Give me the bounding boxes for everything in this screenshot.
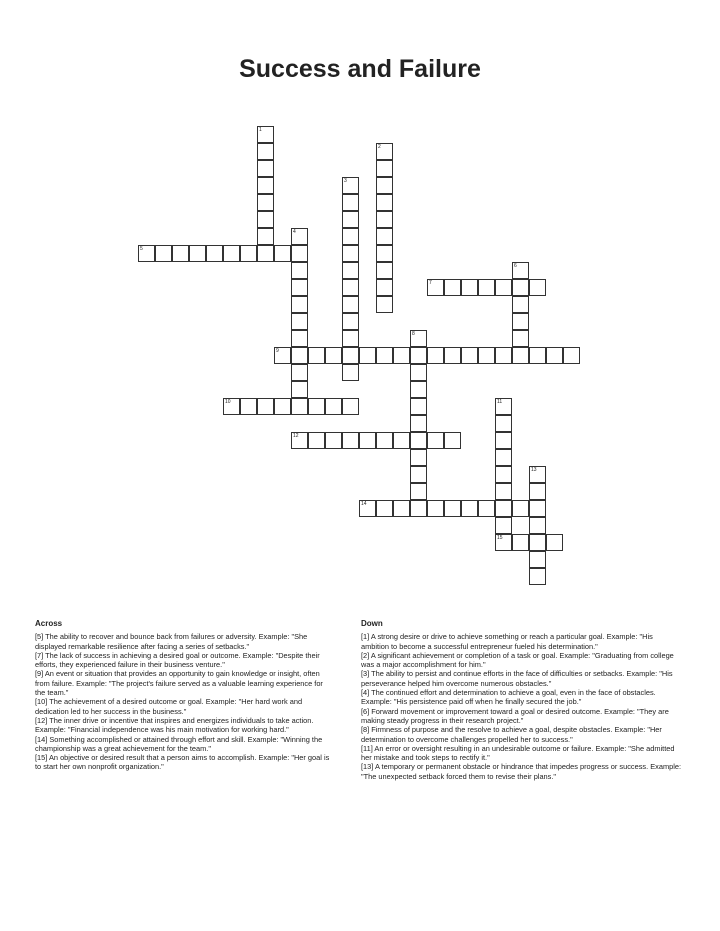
cell-number: 5: [140, 246, 143, 252]
grid-cell[interactable]: [138, 245, 155, 262]
grid-cell[interactable]: [376, 262, 393, 279]
grid-cell[interactable]: [291, 228, 308, 245]
grid-cell[interactable]: [376, 194, 393, 211]
grid-cell[interactable]: [342, 432, 359, 449]
across-clue: [35, 735, 335, 754]
cell-number: 12: [293, 433, 299, 439]
down-clue: [361, 762, 681, 781]
puzzle-title: Success and Failure: [239, 55, 481, 83]
grid-cell[interactable]: [291, 245, 308, 262]
clue-text: Something accomplished or attained through effort and skill. Example: "Winning the championship was a great achievement for the team.": [35, 734, 323, 753]
grid-cell[interactable]: [393, 347, 410, 364]
grid-cell[interactable]: [512, 313, 529, 330]
grid-cell[interactable]: [359, 347, 376, 364]
down-clue: [361, 669, 681, 688]
grid-cell[interactable]: [512, 534, 529, 551]
grid-cell[interactable]: [478, 279, 495, 296]
grid-cell[interactable]: [308, 398, 325, 415]
grid-cell[interactable]: [376, 432, 393, 449]
grid-cell[interactable]: [427, 279, 444, 296]
grid-cell[interactable]: [257, 160, 274, 177]
grid-cell[interactable]: [512, 330, 529, 347]
grid-cell[interactable]: [376, 177, 393, 194]
down-clue: [361, 651, 681, 670]
grid-cell[interactable]: [291, 313, 308, 330]
clue-number: [11]: [361, 743, 373, 753]
clue-text: An objective or desired result that a person aims to accomplish. Example: "Her goal is to start her own nonprofit organization.": [35, 753, 330, 772]
down-clue: [361, 707, 681, 726]
grid-cell[interactable]: [291, 432, 308, 449]
grid-cell[interactable]: [257, 126, 274, 143]
grid-cell[interactable]: [155, 245, 172, 262]
clue-text: Forward movement or improvement toward a goal or desired outcome. Example: "They are making steady progress in their research project.": [361, 706, 669, 725]
grid-cell[interactable]: [410, 483, 427, 500]
down-heading: Down: [361, 619, 383, 628]
cell-number: 15: [497, 535, 503, 541]
cell-number: 3: [344, 178, 347, 184]
grid-cell[interactable]: [495, 500, 512, 517]
grid-cell[interactable]: [495, 432, 512, 449]
grid-cell[interactable]: [546, 347, 563, 364]
clue-number: [12]: [35, 715, 48, 725]
grid-cell[interactable]: [359, 432, 376, 449]
clue-text: Firmness of purpose and the resolve to achieve a goal, despite obstacles. Example: "Her determination to overcome challenges propelled her to success.": [361, 725, 662, 744]
grid-cell[interactable]: [512, 296, 529, 313]
grid-cell[interactable]: [342, 347, 359, 364]
grid-cell[interactable]: [291, 279, 308, 296]
grid-cell[interactable]: [257, 177, 274, 194]
grid-cell[interactable]: [291, 262, 308, 279]
grid-cell[interactable]: [274, 347, 291, 364]
clue-number: [6]: [361, 706, 370, 716]
cell-number: 6: [514, 263, 517, 269]
clue-text: The lack of success in achieving a desired goal or outcome. Example: "Despite their efforts, they experienced failure in their business venture.": [35, 650, 320, 670]
across-clue: [35, 716, 335, 735]
grid-cell[interactable]: [359, 500, 376, 517]
grid-cell[interactable]: [529, 551, 546, 568]
grid-cell[interactable]: [342, 279, 359, 296]
grid-cell[interactable]: [529, 500, 546, 517]
grid-cell[interactable]: [410, 398, 427, 415]
grid-cell[interactable]: [529, 568, 546, 585]
grid-cell[interactable]: [410, 466, 427, 483]
grid-cell[interactable]: [495, 279, 512, 296]
grid-cell[interactable]: [495, 347, 512, 364]
grid-cell[interactable]: [376, 245, 393, 262]
grid-cell[interactable]: [427, 347, 444, 364]
down-clues: [361, 619, 681, 781]
grid-cell[interactable]: [495, 466, 512, 483]
clue-text: An error or oversight resulting in an undesirable outcome or failure. Example: "She admitted her mistake and took steps to rectify it.": [361, 743, 675, 763]
grid-cell[interactable]: [291, 364, 308, 381]
grid-cell[interactable]: [342, 177, 359, 194]
cell-number: 11: [497, 399, 503, 405]
grid-cell[interactable]: [291, 347, 308, 364]
clue-number: [8]: [361, 725, 370, 735]
grid-cell[interactable]: [529, 279, 546, 296]
grid-cell[interactable]: [308, 347, 325, 364]
clue-number: [4]: [361, 688, 370, 698]
clue-number: [5]: [35, 632, 44, 642]
grid-cell[interactable]: [376, 143, 393, 160]
clue-number: [10]: [35, 697, 48, 707]
grid-cell[interactable]: [529, 483, 546, 500]
grid-cell[interactable]: [376, 228, 393, 245]
grid-cell[interactable]: [461, 500, 478, 517]
grid-cell[interactable]: [342, 228, 359, 245]
clue-number: [1]: [361, 632, 370, 642]
grid-cell[interactable]: [325, 432, 342, 449]
grid-cell[interactable]: [376, 500, 393, 517]
grid-cell[interactable]: [274, 398, 291, 415]
down-clue: [361, 632, 681, 651]
grid-cell[interactable]: [529, 534, 546, 551]
grid-cell[interactable]: [546, 534, 563, 551]
grid-cell[interactable]: [342, 211, 359, 228]
grid-cell[interactable]: [342, 245, 359, 262]
cell-number: 10: [225, 399, 231, 405]
cell-number: 13: [531, 467, 537, 473]
clue-text: The achievement of a desired outcome or goal. Example: "Her hard work and dedication led to her success in the business.": [35, 697, 303, 716]
grid-cell[interactable]: [342, 296, 359, 313]
grid-cell[interactable]: [291, 381, 308, 398]
across-clues: [35, 619, 335, 772]
grid-cell[interactable]: [257, 211, 274, 228]
grid-cell[interactable]: [512, 279, 529, 296]
grid-cell[interactable]: [342, 313, 359, 330]
grid-cell[interactable]: [393, 500, 410, 517]
down-clue: [361, 725, 681, 744]
across-clue: [35, 669, 335, 697]
grid-cell[interactable]: [291, 398, 308, 415]
cell-number: 7: [429, 280, 432, 286]
grid-cell[interactable]: [495, 517, 512, 534]
grid-cell[interactable]: [410, 500, 427, 517]
grid-cell[interactable]: [529, 466, 546, 483]
clue-text: The inner drive or incentive that inspires and energizes individuals to take action. Example: "Financial independence was his main motivation for working hard.": [35, 715, 314, 735]
grid-cell[interactable]: [257, 194, 274, 211]
cell-number: 4: [293, 229, 296, 235]
grid-cell[interactable]: [444, 432, 461, 449]
grid-cell[interactable]: [342, 194, 359, 211]
grid-cell[interactable]: [376, 160, 393, 177]
grid-cell[interactable]: [478, 347, 495, 364]
clue-text: A significant achievement or completion of a task or goal. Example: "Graduating from college was a major accomplishment for him.": [361, 650, 674, 670]
grid-cell[interactable]: [393, 432, 410, 449]
grid-cell[interactable]: [529, 517, 546, 534]
clue-number: [9]: [35, 669, 44, 679]
across-heading: Across: [35, 619, 63, 628]
grid-cell[interactable]: [427, 500, 444, 517]
clue-text: An event or situation that provides an opportunity to gain knowledge or insight, often from failure. Example: "The project's failure served as a valuable learning experience for the team.": [35, 669, 323, 698]
clue-number: [14]: [35, 734, 48, 744]
grid-cell[interactable]: [529, 347, 546, 364]
clue-number: [3]: [361, 669, 370, 679]
grid-cell[interactable]: [512, 347, 529, 364]
grid-cell[interactable]: [291, 296, 308, 313]
grid-cell[interactable]: [444, 347, 461, 364]
clue-number: [7]: [35, 650, 44, 660]
grid-cell[interactable]: [376, 296, 393, 313]
clue-number: [15]: [35, 753, 48, 763]
grid-cell[interactable]: [257, 143, 274, 160]
clue-text: A strong desire or drive to achieve something or reach a particular goal. Example: "His ambition to become a successful entrepreneur fueled his determination.": [361, 632, 653, 651]
grid-cell[interactable]: [342, 398, 359, 415]
clue-text: The continued effort and determination to achieve a goal, even in the face of obstacles. Example: "His persistence paid off when he finally secured the job.": [361, 688, 656, 707]
grid-cell[interactable]: [342, 364, 359, 381]
grid-cell[interactable]: [274, 245, 291, 262]
grid-cell[interactable]: [444, 279, 461, 296]
down-clue: [361, 688, 681, 707]
grid-cell[interactable]: [291, 330, 308, 347]
across-clue: [35, 632, 335, 651]
grid-cell[interactable]: [495, 398, 512, 415]
grid-cell[interactable]: [495, 534, 512, 551]
cell-number: 14: [361, 501, 367, 507]
grid-cell[interactable]: [410, 449, 427, 466]
grid-cell[interactable]: [495, 449, 512, 466]
grid-cell[interactable]: [308, 432, 325, 449]
grid-cell[interactable]: [512, 262, 529, 279]
clue-text: The ability to persist and continue efforts in the face of difficulties or setbacks. Example: "His perseverance helped him overcome numerous obstacles.": [361, 669, 673, 688]
grid-cell[interactable]: [410, 432, 427, 449]
cell-number: 1: [259, 127, 262, 133]
grid-cell[interactable]: [410, 347, 427, 364]
clue-number: [13]: [361, 762, 374, 772]
grid-cell[interactable]: [189, 245, 206, 262]
cell-number: 2: [378, 144, 381, 150]
grid-cell[interactable]: [461, 279, 478, 296]
down-clue: [361, 744, 681, 763]
across-clue: [35, 697, 335, 716]
grid-cell[interactable]: [478, 500, 495, 517]
grid-cell[interactable]: [342, 330, 359, 347]
grid-cell[interactable]: [257, 398, 274, 415]
across-clue: [35, 753, 335, 772]
cell-number: 8: [412, 331, 415, 337]
grid-cell[interactable]: [240, 398, 257, 415]
grid-cell[interactable]: [563, 347, 580, 364]
grid-cell[interactable]: [223, 398, 240, 415]
grid-cell[interactable]: [257, 228, 274, 245]
across-clue: [35, 651, 335, 670]
grid-cell[interactable]: [495, 483, 512, 500]
grid-cell[interactable]: [376, 347, 393, 364]
grid-cell[interactable]: [410, 381, 427, 398]
grid-cell[interactable]: [427, 432, 444, 449]
grid-cell[interactable]: [172, 245, 189, 262]
grid-cell[interactable]: [223, 245, 240, 262]
grid-cell[interactable]: [512, 500, 529, 517]
grid-cell[interactable]: [206, 245, 223, 262]
grid-cell[interactable]: [325, 398, 342, 415]
grid-cell[interactable]: [410, 330, 427, 347]
grid-cell[interactable]: [240, 245, 257, 262]
grid-cell[interactable]: [410, 364, 427, 381]
grid-cell[interactable]: [325, 347, 342, 364]
grid-cell[interactable]: [410, 415, 427, 432]
clue-text: The ability to recover and bounce back from failures or adversity. Example: "She displayed remarkable resilience after facing a series of setbacks.": [35, 632, 308, 651]
clue-number: [2]: [361, 650, 370, 660]
cell-number: 9: [276, 348, 279, 354]
grid-cell[interactable]: [257, 245, 274, 262]
grid-cell[interactable]: [495, 415, 512, 432]
grid-cell[interactable]: [376, 279, 393, 296]
grid-cell[interactable]: [342, 262, 359, 279]
grid-cell[interactable]: [461, 347, 478, 364]
grid-cell[interactable]: [444, 500, 461, 517]
clue-text: A temporary or permanent obstacle or hindrance that impedes progress or success. Example: "The unexpected setback forced them to revise their plans.": [361, 762, 682, 781]
grid-cell[interactable]: [376, 211, 393, 228]
